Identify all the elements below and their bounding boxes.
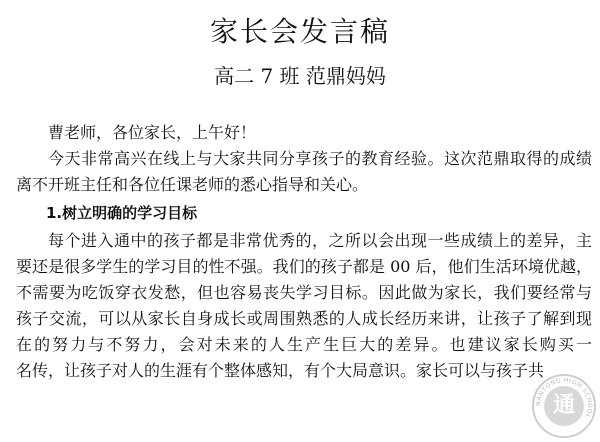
school-seal-icon: [532, 374, 596, 438]
intro-line: 离不开班主任和各位任课老师的悉心指导和关心。: [16, 175, 369, 194]
section1-line: 要还是很多学生的学习目的性不强。我们的孩子都是 00 后，他们生活环境优越，: [16, 257, 592, 276]
section1-line: 孩子交流，可以从家长自身成长或周围熟悉的人成长经历来讲，让孩子了解到现: [16, 309, 592, 328]
seal-ring-text: NANTONG HIGH SCHOOL: [534, 376, 594, 420]
document-body: [16, 120, 592, 384]
document-title: 家长会发言稿: [209, 15, 390, 48]
section1-line: 每个进入通中的孩子都是非常优秀的，之所以会出现一些成绩上的差异，主: [48, 231, 592, 250]
section1-line: 在的努力与不努力，会对未来的人生产生巨大的差异。也建议家长购买一: [16, 335, 592, 354]
seal-glyph: 通: [552, 393, 575, 418]
section1-line: 名传，让孩子对人的生涯有个整体感知，有个大局意识。家长可以与孩子共: [16, 361, 545, 380]
document-subtitle: 高二 7 班 范鼎妈妈: [214, 64, 386, 88]
section1-line: 不需要为吃饭穿衣发愁，但也容易丧失学习目标。因此做为家长，我们要经常与: [16, 283, 592, 302]
section-heading: 1.树立明确的学习目标: [46, 204, 198, 222]
intro-line: 今天非常高兴在线上与大家共同分享孩子的教育经验。这次范鼎取得的成绩: [48, 149, 592, 168]
intro-paragraph: [16, 146, 592, 198]
section1-paragraph: [16, 228, 592, 384]
greeting-paragraph: 曹老师，各位家长，上午好！: [48, 123, 257, 142]
